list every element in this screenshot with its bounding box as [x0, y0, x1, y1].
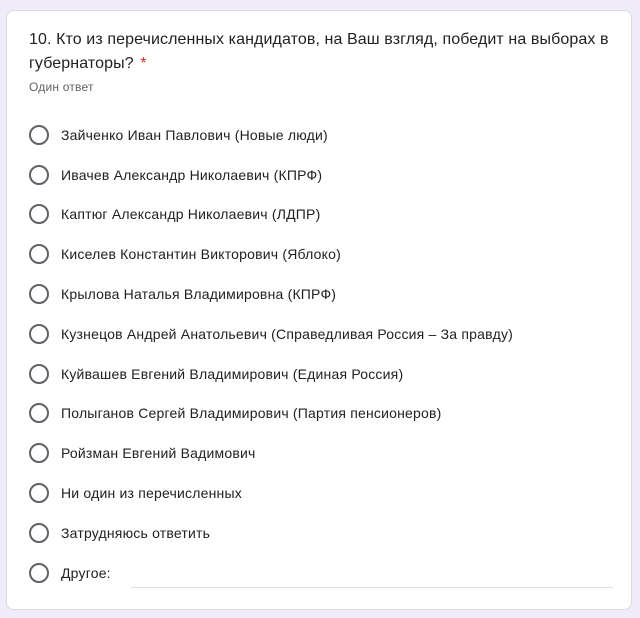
other-text-input[interactable]: [131, 563, 613, 588]
question-title: [29, 28, 619, 76]
radio-button[interactable]: [29, 483, 49, 503]
radio-button[interactable]: [29, 244, 49, 264]
option-label: Затрудняюсь ответить: [61, 524, 211, 541]
option-label: Ройзман Евгений Вадимович: [61, 445, 256, 462]
option-kaptyug[interactable]: [27, 195, 617, 235]
option-krylova[interactable]: [27, 274, 617, 314]
radio-button[interactable]: [29, 403, 49, 423]
option-royzman[interactable]: [27, 433, 617, 473]
option-other-label: Другое:: [61, 564, 111, 581]
option-other[interactable]: [27, 553, 617, 593]
option-label: Ни один из перечисленных: [61, 485, 242, 502]
radio-options-list: [27, 115, 617, 593]
radio-button[interactable]: [29, 324, 49, 344]
option-polyganov[interactable]: [27, 394, 617, 434]
option-zaychenko[interactable]: [27, 115, 617, 155]
option-label: Кузнецов Андрей Анатольевич (Справедливая Россия – За правду): [61, 325, 514, 342]
option-kiselev[interactable]: [27, 234, 617, 274]
option-label: Ивачев Александр Николаевич (КПРФ): [61, 166, 323, 183]
option-undecided[interactable]: [27, 513, 617, 553]
option-label: Куйвашев Евгений Владимирович (Единая Россия): [61, 365, 404, 382]
option-kuyvashev[interactable]: [27, 354, 617, 394]
radio-button[interactable]: [29, 523, 49, 543]
question-card: [6, 10, 632, 610]
question-text: 10. Кто из перечисленных кандидатов, на Ваш взгляд, победит на выборах в губернаторы?: [29, 31, 609, 72]
radio-button[interactable]: [29, 364, 49, 384]
required-asterisk: *: [140, 55, 147, 72]
option-label: Каптюг Александр Николаевич (ЛДПР): [61, 206, 321, 223]
radio-button[interactable]: [29, 443, 49, 463]
option-label: Крылова Наталья Владимировна (КПРФ): [61, 286, 337, 303]
option-kuznetsov[interactable]: [27, 314, 617, 354]
radio-button[interactable]: [29, 204, 49, 224]
radio-button[interactable]: [29, 563, 49, 583]
option-label: Полыганов Сергей Владимирович (Партия пенсионеров): [61, 405, 442, 422]
option-label: Зайченко Иван Павлович (Новые люди): [61, 126, 328, 143]
radio-button[interactable]: [29, 284, 49, 304]
radio-button[interactable]: [29, 165, 49, 185]
option-label: Киселев Константин Викторович (Яблоко): [61, 246, 341, 263]
option-none[interactable]: [27, 473, 617, 513]
answer-hint: Один ответ: [29, 80, 94, 94]
option-ivachev[interactable]: [27, 155, 617, 195]
radio-button[interactable]: [29, 125, 49, 145]
